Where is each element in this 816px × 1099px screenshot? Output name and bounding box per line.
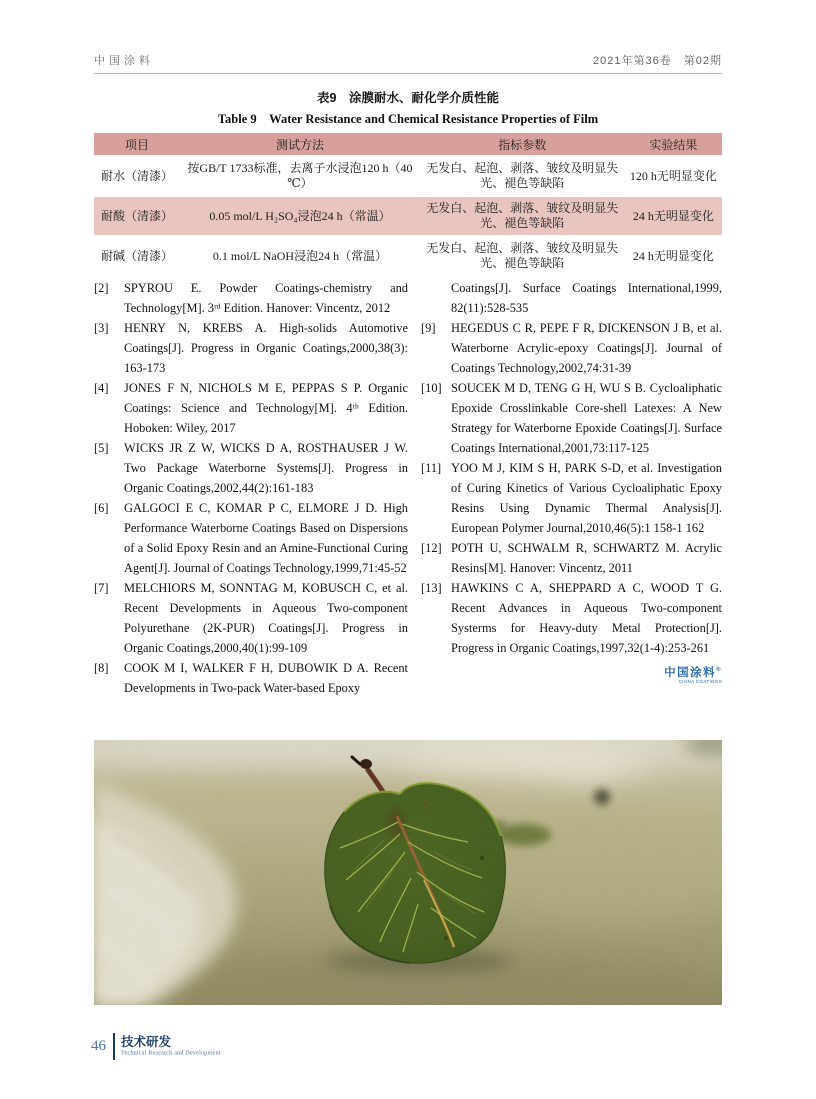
reference-text: YOO M J, KIM S H, PARK S-D, et al. Investigation of Curing Kinetics of Various Cycloaliphatic Epoxy Resins Using Dynamic Thermal Analysis[J]. European Polymer Journal,2010,46(5):1 158-1 162 [451, 461, 722, 535]
cell-item: 耐水（清漆） [94, 156, 180, 196]
reference-number: [2] [94, 281, 109, 295]
table-header-row [94, 133, 722, 156]
reference-number: [5] [94, 441, 109, 455]
reference-text: HENRY N, KREBS A. High-solids Automotive Coatings[J]. Progress in Organic Coatings,2000,38(3): 163-173 [124, 321, 408, 375]
table-title-en: Table 9 Water Resistance and Chemical Resistance Properties of Film [217, 112, 599, 126]
reference-item-continuation [421, 278, 722, 318]
issue-info: 2021年第36卷 第02期 [593, 55, 722, 67]
reference-text: GALGOCI E C, KOMAR P C, ELMORE J D. High Performance Waterborne Coatings Based on Dispersions of a Solid Epoxy Resin and an Amine-Functional Curing Agent[J]. Journal of Coatings Technology,1999,71:45-52 [124, 501, 408, 575]
reference-number: [9] [421, 321, 436, 335]
cell-method: 0.05 mol/L H₂SO₄浸泡24 h（常温） [180, 196, 420, 236]
journal-name: 中国涂料 [94, 55, 154, 67]
cell-item: 耐碱（清漆） [94, 236, 180, 276]
table-title-zh: 表9 涂膜耐水、耐化学介质性能 [317, 91, 499, 105]
cell-spec: 无发白、起泡、剥落、皱纹及明显失光、褪色等缺陷 [420, 196, 625, 236]
china-coatings-logo [94, 664, 722, 688]
reference-number: [4] [94, 381, 109, 395]
reference-text: HAWKINS C A, SHEPPARD A C, WOOD T G. Recent Advances in Aqueous Two-component Systerms for Heavy-duty Metal Protection[J]. Progress in Organic Coatings,1997,32(1-4):253-261 [451, 581, 722, 655]
reference-text: JONES F N, NICHOLS M E, PEPPAS S P. Organic Coatings: Science and Technology[M]. 4ᵗʰ Edition. Hoboken: Wiley, 2017 [124, 381, 408, 435]
logo-text-zh: 中国涂料 [664, 667, 717, 679]
reference-list [94, 278, 722, 698]
journal-header [94, 52, 722, 74]
col-header-method: 测试方法 [180, 133, 420, 156]
section-title-zh: 技术研发 [121, 1035, 172, 1049]
cell-method: 按GB/T 1733标准，去离子水浸泡120 h（40 ℃） [180, 156, 420, 196]
reference-number: [3] [94, 321, 109, 335]
cell-item: 耐酸（清漆） [94, 196, 180, 236]
reference-item [421, 318, 722, 378]
table-row [94, 196, 722, 236]
reference-number: [7] [94, 581, 109, 595]
reference-item [94, 278, 408, 318]
table-row [94, 156, 722, 196]
cell-result: 24 h无明显变化 [625, 196, 722, 236]
reference-item [94, 498, 408, 578]
reference-number: [8] [94, 661, 109, 675]
col-header-spec: 指标参数 [420, 133, 625, 156]
properties-table [94, 133, 722, 277]
logo-text-en: CHINA COATINGS [678, 679, 722, 685]
footer-divider [113, 1033, 115, 1060]
page-footer [91, 1033, 249, 1060]
reference-text: WICKS JR Z W, WICKS D A, ROSTHAUSER J W. Two Package Waterborne Systems[J]. Progress in Organic Coatings,2002,44(2):161-183 [124, 441, 408, 495]
reference-number: [10] [421, 381, 442, 395]
reference-item [94, 438, 408, 498]
leaf-photo-illustration [94, 740, 722, 1005]
reference-number: [11] [421, 461, 442, 475]
section-title-en: Technical Research and Development [121, 1049, 221, 1057]
reference-text: MELCHIORS M, SONNTAG M, KOBUSCH C, et al. Recent Developments in Aqueous Two-component Polyurethane (2K-PUR) Coatings[J]. Progress in Organic Coatings,2000,40(1):99-109 [124, 581, 408, 655]
reference-number: [12] [421, 541, 442, 555]
reference-number: [6] [94, 501, 109, 515]
reference-text: POTH U, SCHWALM R, SCHWARTZ M. Acrylic Resins[M]. Hanover: Vincentz, 2011 [451, 541, 722, 575]
cell-result: 120 h无明显变化 [625, 156, 722, 196]
reference-item [94, 318, 408, 378]
reference-item [421, 458, 722, 538]
reference-item [421, 538, 722, 578]
cell-method: 0.1 mol/L NaOH浸泡24 h（常温） [180, 236, 420, 276]
reference-text: SPYROU E. Powder Coatings-chemistry and Technology[M]. 3ʳᵈ Edition. Hanover: Vincentz, 2012 [124, 281, 408, 315]
page-number: 46 [91, 1038, 106, 1054]
cell-spec: 无发白、起泡、剥落、皱纹及明显失光、褪色等缺陷 [420, 236, 625, 276]
reference-item [94, 378, 408, 438]
table-block [94, 88, 722, 277]
reference-text: COOK M I, WALKER F H, DUBOWIK D A. Recent Developments in Two-pack Water-based Epoxy [124, 661, 408, 695]
reference-text: HEGEDUS C R, PEPE F R, DICKENSON J B, et al. Waterborne Acrylic-epoxy Coatings[J]. Journal of Coatings Technology,2002,74:31-39 [451, 321, 722, 375]
reference-item [421, 578, 722, 658]
reference-number: [13] [421, 581, 442, 595]
col-header-result: 实验结果 [625, 133, 722, 156]
cell-spec: 无发白、起泡、剥落、皱纹及明显失光、褪色等缺陷 [420, 156, 625, 196]
trademark-icon: ® [716, 667, 722, 674]
reference-text: SOUCEK M D, TENG G H, WU S B. Cycloaliphatic Epoxide Crosslinkable Core-shell Latexes: A New Strategy for Waterborne Epoxide Coatings[J]. Surface Coatings International,2001,73:117-125 [451, 381, 722, 455]
leaf-on-beach-photo [94, 740, 722, 1005]
references-column-right [421, 278, 722, 698]
reference-text: Coatings[J]. Surface Coatings International,1999, 82(11):528-535 [451, 281, 722, 315]
col-header-item: 项目 [94, 133, 180, 156]
cell-result: 24 h无明显变化 [625, 236, 722, 276]
table-row [94, 236, 722, 276]
reference-item [421, 378, 722, 458]
references-column-left [94, 278, 408, 698]
reference-item [94, 578, 408, 658]
